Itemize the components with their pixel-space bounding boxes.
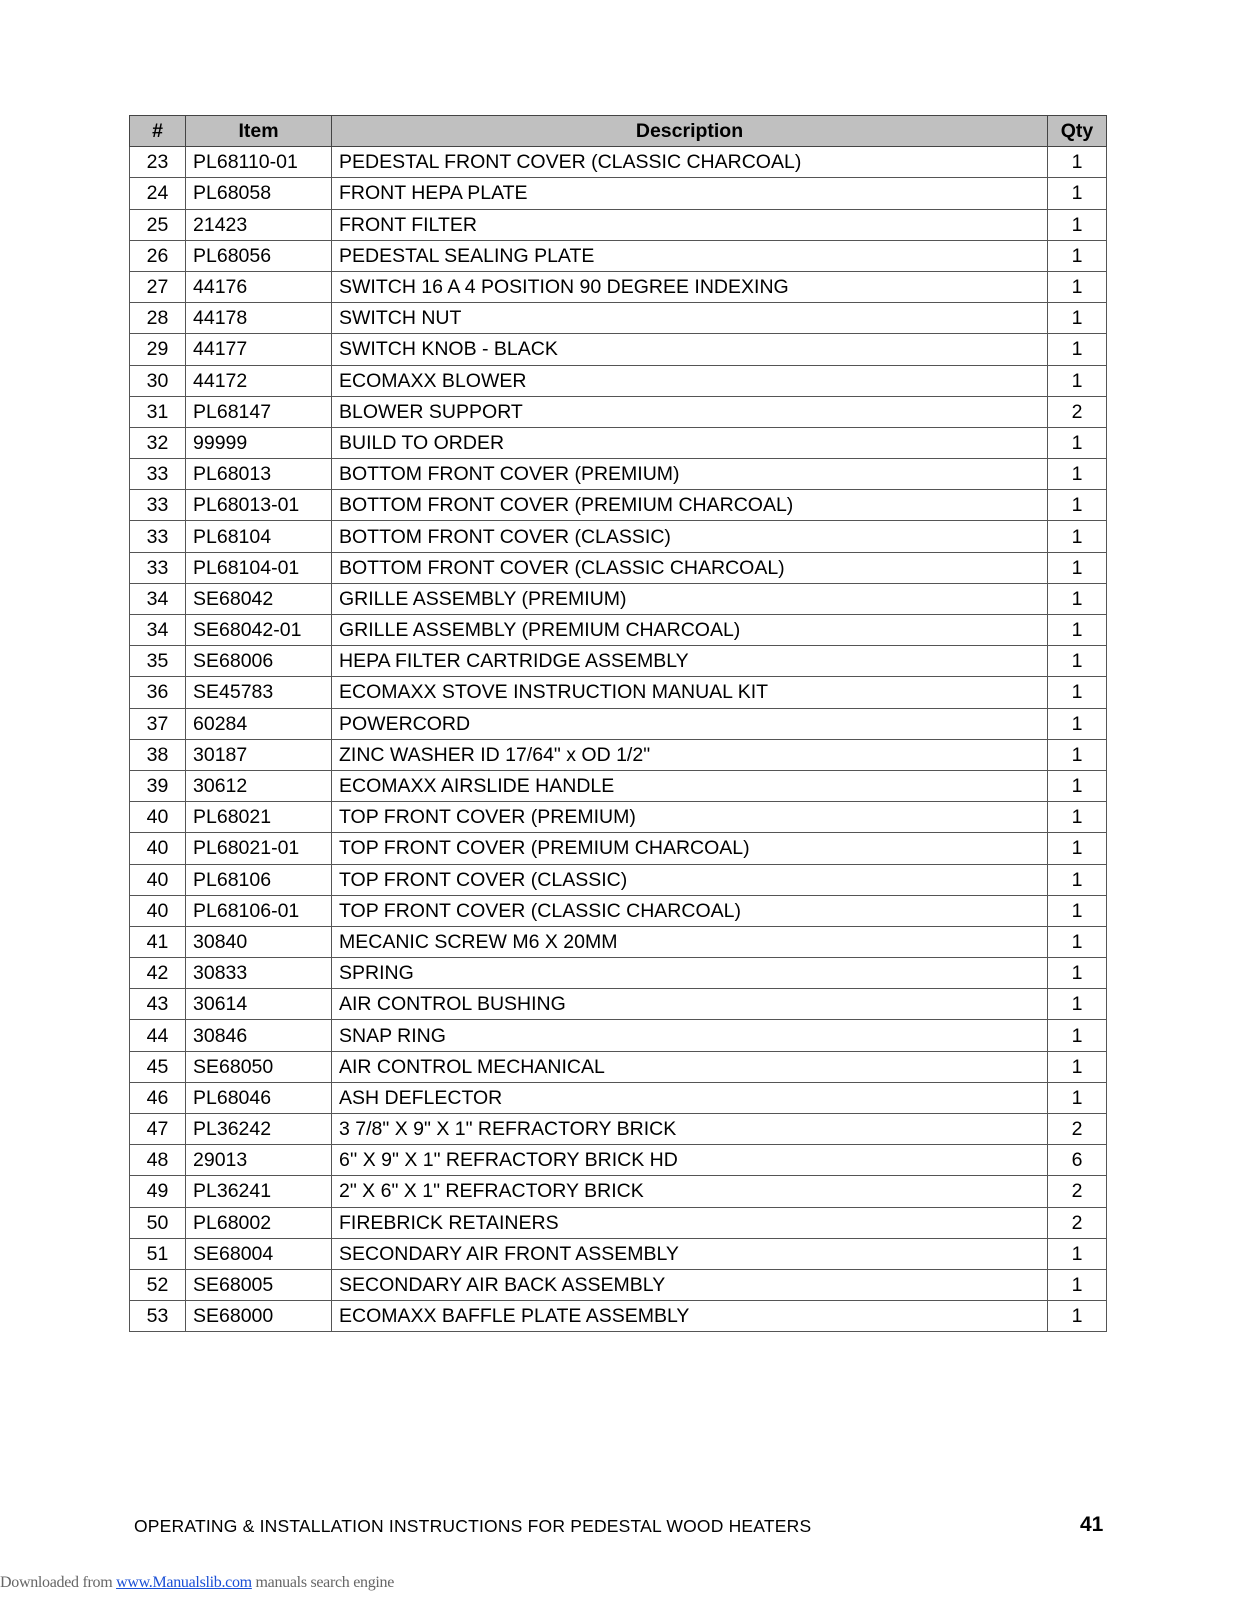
cell-item: SE68005 [186,1269,332,1300]
cell-number: 41 [130,926,186,957]
cell-item: 44178 [186,303,332,334]
cell-number: 40 [130,833,186,864]
table-row [130,1301,1107,1332]
cell-item: SE68042 [186,583,332,614]
cell-qty: 1 [1048,583,1107,614]
table-row [130,147,1107,178]
cell-qty: 1 [1048,552,1107,583]
cell-description: FRONT HEPA PLATE [332,178,1048,209]
cell-item: PL68013-01 [186,490,332,521]
cell-qty: 1 [1048,739,1107,770]
footer-title: OPERATING & INSTALLATION INSTRUCTIONS FOR PEDESTAL WOOD HEATERS [134,1516,812,1536]
table-row [130,958,1107,989]
cell-description: AIR CONTROL BUSHING [332,989,1048,1020]
cell-number: 44 [130,1020,186,1051]
cell-number: 34 [130,583,186,614]
cell-number: 43 [130,989,186,1020]
cell-qty: 2 [1048,1176,1107,1207]
table-row [130,895,1107,926]
cell-number: 51 [130,1238,186,1269]
table-row [130,334,1107,365]
cell-description: PEDESTAL FRONT COVER (CLASSIC CHARCOAL) [332,147,1048,178]
cell-item: PL68104-01 [186,552,332,583]
cell-number: 29 [130,334,186,365]
table-row [130,615,1107,646]
cell-item: 30614 [186,989,332,1020]
header-description: Description [332,116,1048,147]
cell-number: 26 [130,240,186,271]
table-row [130,1176,1107,1207]
cell-description: SWITCH KNOB - BLACK [332,334,1048,365]
header-qty: Qty [1048,116,1107,147]
cell-item: 30846 [186,1020,332,1051]
cell-item: 21423 [186,209,332,240]
cell-qty: 1 [1048,677,1107,708]
cell-description: 6'' X 9" X 1" REFRACTORY BRICK HD [332,1145,1048,1176]
cell-number: 31 [130,396,186,427]
cell-number: 40 [130,802,186,833]
table-row [130,739,1107,770]
cell-qty: 1 [1048,490,1107,521]
cell-qty: 1 [1048,864,1107,895]
cell-description: TOP FRONT COVER (CLASSIC CHARCOAL) [332,895,1048,926]
cell-qty: 1 [1048,303,1107,334]
cell-qty: 1 [1048,646,1107,677]
cell-number: 49 [130,1176,186,1207]
table-row [130,1238,1107,1269]
cell-qty: 1 [1048,958,1107,989]
cell-number: 28 [130,303,186,334]
cell-description: SWITCH 16 A 4 POSITION 90 DEGREE INDEXING [332,271,1048,302]
cell-number: 24 [130,178,186,209]
table-row [130,178,1107,209]
table-row [130,583,1107,614]
cell-qty: 1 [1048,615,1107,646]
cell-qty: 1 [1048,147,1107,178]
cell-number: 33 [130,552,186,583]
cell-qty: 1 [1048,178,1107,209]
cell-item: SE68042-01 [186,615,332,646]
cell-description: SNAP RING [332,1020,1048,1051]
cell-description: BOTTOM FRONT COVER (PREMIUM CHARCOAL) [332,490,1048,521]
table-row [130,1082,1107,1113]
download-prefix: Downloaded from [0,1574,117,1591]
cell-item: PL68106 [186,864,332,895]
table-row [130,646,1107,677]
table-row [130,926,1107,957]
cell-description: ECOMAXX BLOWER [332,365,1048,396]
cell-qty: 1 [1048,926,1107,957]
cell-number: 37 [130,708,186,739]
cell-qty: 1 [1048,209,1107,240]
cell-description: GRILLE ASSEMBLY (PREMIUM CHARCOAL) [332,615,1048,646]
download-notice [0,1574,394,1592]
cell-description: ECOMAXX STOVE INSTRUCTION MANUAL KIT [332,677,1048,708]
cell-qty: 1 [1048,427,1107,458]
cell-item: 30187 [186,739,332,770]
cell-qty: 1 [1048,1269,1107,1300]
cell-number: 35 [130,646,186,677]
table-row [130,802,1107,833]
cell-number: 36 [130,677,186,708]
table-row [130,1114,1107,1145]
cell-qty: 1 [1048,833,1107,864]
cell-qty: 1 [1048,895,1107,926]
cell-description: ZINC WASHER ID 17/64" x OD 1/2" [332,739,1048,770]
cell-number: 33 [130,521,186,552]
cell-description: 2" X 6" X 1" REFRACTORY BRICK [332,1176,1048,1207]
cell-item: 99999 [186,427,332,458]
cell-item: 30840 [186,926,332,957]
cell-description: TOP FRONT COVER (PREMIUM CHARCOAL) [332,833,1048,864]
cell-number: 53 [130,1301,186,1332]
cell-item: SE68000 [186,1301,332,1332]
cell-item: 44172 [186,365,332,396]
cell-number: 45 [130,1051,186,1082]
cell-qty: 2 [1048,396,1107,427]
cell-qty: 1 [1048,989,1107,1020]
cell-qty: 1 [1048,802,1107,833]
table-row [130,1051,1107,1082]
cell-item: 30833 [186,958,332,989]
cell-item: PL68110-01 [186,147,332,178]
cell-description: SPRING [332,958,1048,989]
table-row [130,677,1107,708]
cell-description: MECANIC SCREW M6 X 20MM [332,926,1048,957]
table-header-row [130,116,1107,147]
table-row [130,396,1107,427]
header-number: # [130,116,186,147]
cell-description: FIREBRICK RETAINERS [332,1207,1048,1238]
cell-description: 3 7/8" X 9" X 1" REFRACTORY BRICK [332,1114,1048,1145]
header-item: Item [186,116,332,147]
cell-item: 44176 [186,271,332,302]
cell-qty: 1 [1048,459,1107,490]
table-row [130,1145,1107,1176]
cell-description: HEPA FILTER CARTRIDGE ASSEMBLY [332,646,1048,677]
table-row [130,1020,1107,1051]
cell-item: PL68002 [186,1207,332,1238]
cell-number: 23 [130,147,186,178]
cell-number: 48 [130,1145,186,1176]
cell-item: PL68058 [186,178,332,209]
cell-description: TOP FRONT COVER (CLASSIC) [332,864,1048,895]
table-row [130,770,1107,801]
cell-item: PL36241 [186,1176,332,1207]
cell-qty: 1 [1048,1301,1107,1332]
table-row [130,708,1107,739]
cell-qty: 2 [1048,1114,1107,1145]
manualslib-link[interactable]: www.Manualslib.com [116,1574,252,1591]
cell-item: PL68013 [186,459,332,490]
table-row [130,989,1107,1020]
table-row [130,552,1107,583]
cell-description: SWITCH NUT [332,303,1048,334]
cell-number: 34 [130,615,186,646]
cell-item: PL68056 [186,240,332,271]
cell-number: 47 [130,1114,186,1145]
cell-number: 27 [130,271,186,302]
table-row [130,427,1107,458]
table-row [130,521,1107,552]
cell-number: 42 [130,958,186,989]
cell-description: SECONDARY AIR BACK ASSEMBLY [332,1269,1048,1300]
cell-qty: 1 [1048,708,1107,739]
cell-number: 30 [130,365,186,396]
cell-number: 46 [130,1082,186,1113]
table-row [130,240,1107,271]
cell-qty: 2 [1048,1207,1107,1238]
cell-qty: 1 [1048,240,1107,271]
cell-description: BOTTOM FRONT COVER (PREMIUM) [332,459,1048,490]
table-row [130,303,1107,334]
cell-number: 39 [130,770,186,801]
cell-qty: 1 [1048,1082,1107,1113]
cell-description: ECOMAXX BAFFLE PLATE ASSEMBLY [332,1301,1048,1332]
table-row [130,1207,1107,1238]
cell-number: 33 [130,490,186,521]
cell-item: 60284 [186,708,332,739]
download-suffix: manuals search engine [251,1574,395,1591]
cell-qty: 1 [1048,1051,1107,1082]
cell-qty: 1 [1048,521,1107,552]
cell-number: 32 [130,427,186,458]
parts-list-table [129,115,1107,1332]
table-body [130,147,1107,1332]
cell-number: 40 [130,864,186,895]
cell-number: 52 [130,1269,186,1300]
cell-description: PEDESTAL SEALING PLATE [332,240,1048,271]
cell-item: PL68046 [186,1082,332,1113]
cell-item: SE68004 [186,1238,332,1269]
table-row [130,833,1107,864]
cell-qty: 6 [1048,1145,1107,1176]
cell-description: FRONT FILTER [332,209,1048,240]
table-row [130,209,1107,240]
cell-item: PL68021 [186,802,332,833]
cell-qty: 1 [1048,271,1107,302]
cell-item: PL68147 [186,396,332,427]
cell-description: BUILD TO ORDER [332,427,1048,458]
table-row [130,490,1107,521]
cell-description: POWERCORD [332,708,1048,739]
cell-description: BOTTOM FRONT COVER (CLASSIC CHARCOAL) [332,552,1048,583]
cell-item: SE68006 [186,646,332,677]
cell-item: PL68104 [186,521,332,552]
table-row [130,864,1107,895]
cell-item: PL68106-01 [186,895,332,926]
cell-item: 30612 [186,770,332,801]
cell-description: BOTTOM FRONT COVER (CLASSIC) [332,521,1048,552]
cell-description: BLOWER SUPPORT [332,396,1048,427]
cell-qty: 1 [1048,770,1107,801]
cell-description: GRILLE ASSEMBLY (PREMIUM) [332,583,1048,614]
cell-description: AIR CONTROL MECHANICAL [332,1051,1048,1082]
cell-description: SECONDARY AIR FRONT ASSEMBLY [332,1238,1048,1269]
cell-number: 33 [130,459,186,490]
cell-number: 50 [130,1207,186,1238]
table-row [130,271,1107,302]
table-row [130,365,1107,396]
table-row [130,459,1107,490]
cell-number: 25 [130,209,186,240]
cell-item: 44177 [186,334,332,365]
cell-item: PL68021-01 [186,833,332,864]
page-number: 41 [1080,1513,1104,1536]
cell-number: 38 [130,739,186,770]
cell-item: SE45783 [186,677,332,708]
cell-item: SE68050 [186,1051,332,1082]
cell-item: 29013 [186,1145,332,1176]
cell-qty: 1 [1048,334,1107,365]
cell-description: ECOMAXX AIRSLIDE HANDLE [332,770,1048,801]
cell-qty: 1 [1048,1020,1107,1051]
cell-number: 40 [130,895,186,926]
cell-qty: 1 [1048,365,1107,396]
cell-description: TOP FRONT COVER (PREMIUM) [332,802,1048,833]
cell-item: PL36242 [186,1114,332,1145]
cell-description: ASH DEFLECTOR [332,1082,1048,1113]
table-row [130,1269,1107,1300]
cell-qty: 1 [1048,1238,1107,1269]
